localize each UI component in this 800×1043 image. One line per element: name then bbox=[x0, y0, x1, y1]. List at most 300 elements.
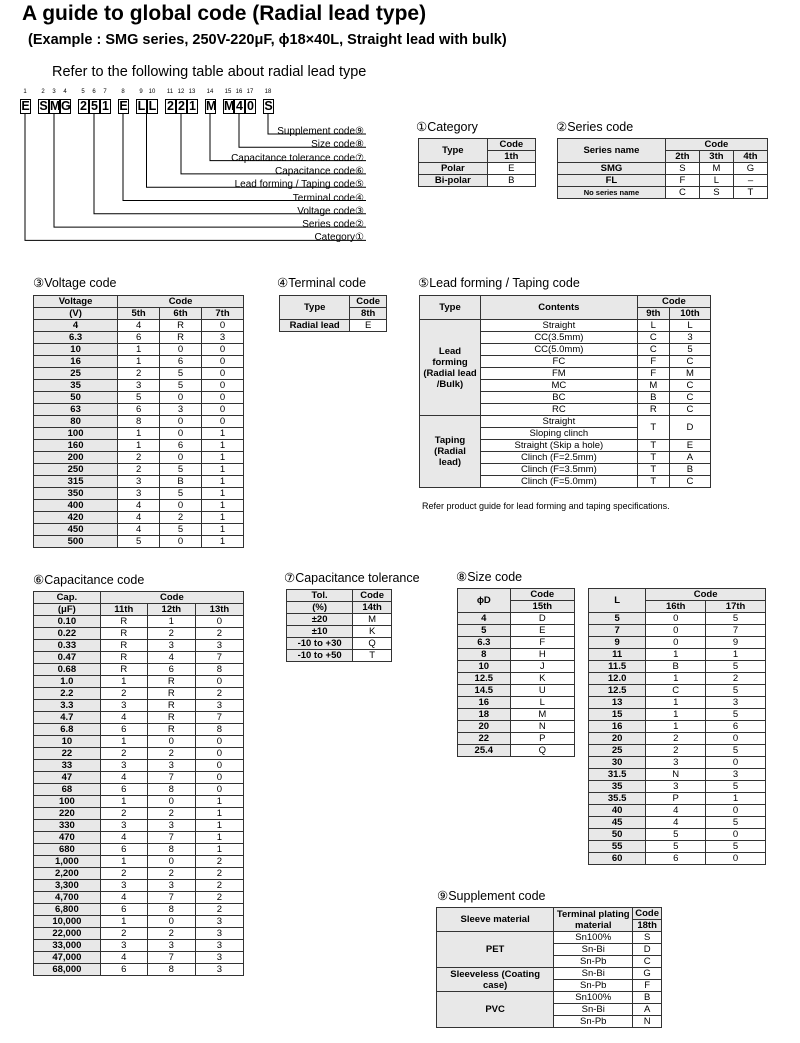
table-row bbox=[558, 163, 768, 175]
table-cell: 3 bbox=[118, 380, 160, 392]
table-cell: 450 bbox=[34, 524, 118, 536]
table-cell: 1 bbox=[202, 524, 244, 536]
table-cell: 680 bbox=[34, 844, 101, 856]
table-cell: 12.5 bbox=[458, 673, 511, 685]
table-cell: K bbox=[510, 673, 574, 685]
table-cell: Q bbox=[510, 745, 574, 757]
table-cell: 2 bbox=[118, 368, 160, 380]
table-row bbox=[34, 628, 244, 640]
table-cell: FM bbox=[481, 368, 638, 380]
code-position: 4 bbox=[63, 89, 67, 95]
table-cell: 8 bbox=[458, 649, 511, 661]
table-cell: 2 bbox=[195, 892, 243, 904]
table-row bbox=[34, 640, 244, 652]
table-cell: Radial lead bbox=[280, 320, 350, 332]
table-cell: 1 bbox=[646, 673, 706, 685]
table-cell: 16 bbox=[458, 697, 511, 709]
table-row bbox=[34, 952, 244, 964]
table-cell: B bbox=[669, 464, 710, 476]
table-cell: 2 bbox=[706, 673, 766, 685]
table-cell: 0 bbox=[195, 616, 243, 628]
table-cell: 8 bbox=[147, 904, 195, 916]
table-row bbox=[34, 724, 244, 736]
code-position: 12 bbox=[177, 89, 185, 95]
table-cell: 3 bbox=[100, 820, 147, 832]
table-cell: 3 bbox=[118, 476, 160, 488]
table-cell: P bbox=[510, 733, 574, 745]
table-cell: 0 bbox=[202, 368, 244, 380]
series-table: Series name Code 2th 3th 4th SMG S M G FL F L – No series name C S T bbox=[557, 138, 768, 199]
table-row bbox=[34, 464, 244, 476]
table-row bbox=[458, 661, 575, 673]
table-cell: 6 bbox=[118, 404, 160, 416]
table-row bbox=[34, 416, 244, 428]
table-cell: 1 bbox=[100, 676, 147, 688]
voltage-heading: ③Voltage code bbox=[33, 276, 117, 290]
table-cell: Sleeveless (Coating case) bbox=[437, 968, 554, 992]
table-cell: B bbox=[487, 175, 535, 187]
table-cell: 10 bbox=[458, 661, 511, 673]
series-heading: ②Series code bbox=[556, 120, 634, 134]
table-cell: 1 bbox=[147, 616, 195, 628]
table-cell: 1 bbox=[646, 697, 706, 709]
table-cell: 20 bbox=[589, 733, 646, 745]
table-cell: R bbox=[100, 652, 147, 664]
table-cell: BC bbox=[481, 392, 638, 404]
code-char: 1 bbox=[187, 99, 198, 114]
code-position: 6 bbox=[92, 89, 96, 95]
table-cell: 0 bbox=[160, 452, 202, 464]
table-row bbox=[458, 685, 575, 697]
table-row bbox=[34, 760, 244, 772]
table-cell: 1 bbox=[646, 649, 706, 661]
table-cell: R bbox=[147, 688, 195, 700]
table-row bbox=[437, 968, 662, 980]
voltage-table: Voltage Code (V) 5th 6th 7th 4 4 R 0 6.3 6 R 3 10 1 0 0 16 1 6 0 25 2 5 0 35 3 5 0 50 5 0 0 63 6 3 0 80 8 0 0 100 1 0 1 160 1 6 1 200 2 0 1 250 2 5 1 315 3 B 1 350 3 5 1 400 4 0 1 420 4 2 1 450 4 5 1 500 5 0 1 bbox=[33, 295, 244, 548]
table-cell: 7 bbox=[147, 772, 195, 784]
table-cell: 0 bbox=[160, 416, 202, 428]
table-cell: T bbox=[637, 452, 669, 464]
table-cell: 3 bbox=[706, 769, 766, 781]
table-cell: Sn-Bi bbox=[554, 968, 633, 980]
table-row bbox=[589, 853, 766, 865]
table-cell: 4 bbox=[118, 320, 160, 332]
code-label: Category① bbox=[314, 232, 364, 244]
table-cell: 4 bbox=[458, 613, 511, 625]
table-cell: 3 bbox=[147, 880, 195, 892]
table-cell: 1 bbox=[195, 832, 243, 844]
table-cell: 0 bbox=[646, 625, 706, 637]
table-cell: 3 bbox=[195, 700, 243, 712]
table-cell: 100 bbox=[34, 796, 101, 808]
table-cell: C bbox=[633, 956, 662, 968]
table-row bbox=[34, 380, 244, 392]
table-row bbox=[34, 344, 244, 356]
table-row bbox=[34, 796, 244, 808]
table-cell: 420 bbox=[34, 512, 118, 524]
table-row bbox=[34, 452, 244, 464]
table-cell: 5 bbox=[706, 745, 766, 757]
table-cell: 6.8 bbox=[34, 724, 101, 736]
table-cell: N bbox=[510, 721, 574, 733]
table-cell: R bbox=[100, 640, 147, 652]
table-cell: 2 bbox=[118, 452, 160, 464]
table-cell: 0 bbox=[195, 784, 243, 796]
table-cell: 1.0 bbox=[34, 676, 101, 688]
table-cell: 4 bbox=[118, 524, 160, 536]
table-cell: K bbox=[353, 626, 392, 638]
table-cell: 4 bbox=[100, 952, 147, 964]
table-row bbox=[34, 964, 244, 976]
code-label: Lead forming / Taping code⑤ bbox=[234, 179, 364, 191]
table-cell: Q bbox=[353, 638, 392, 650]
table-cell: M bbox=[699, 163, 733, 175]
table-row bbox=[589, 745, 766, 757]
table-row bbox=[458, 649, 575, 661]
table-cell: 6 bbox=[706, 721, 766, 733]
terminal-table: Type Code 8th Radial lead E bbox=[279, 295, 387, 332]
table-cell: 0 bbox=[202, 320, 244, 332]
table-cell: 14.5 bbox=[458, 685, 511, 697]
table-cell: 11.5 bbox=[589, 661, 646, 673]
table-cell: 0 bbox=[646, 613, 706, 625]
table-row bbox=[589, 757, 766, 769]
table-cell: 2 bbox=[100, 868, 147, 880]
table-cell: 0 bbox=[195, 748, 243, 760]
code-label: Supplement code⑨ bbox=[277, 126, 364, 137]
table-cell: 6,800 bbox=[34, 904, 101, 916]
table-cell: 5 bbox=[706, 841, 766, 853]
table-cell: 3 bbox=[147, 940, 195, 952]
page-subtitle: (Example : SMG series, 250V-220μF, ϕ18×40L, Straight lead with bulk) bbox=[28, 32, 507, 48]
code-position: 3 bbox=[52, 89, 56, 95]
table-cell: 4 bbox=[100, 712, 147, 724]
table-cell: 0 bbox=[706, 853, 766, 865]
table-row bbox=[34, 880, 244, 892]
table-cell: 2 bbox=[147, 808, 195, 820]
table-row bbox=[34, 652, 244, 664]
code-label: Capacitance code⑥ bbox=[274, 165, 364, 177]
table-cell: 68,000 bbox=[34, 964, 101, 976]
table-cell: 0 bbox=[195, 736, 243, 748]
table-row bbox=[458, 613, 575, 625]
table-cell: 2 bbox=[195, 688, 243, 700]
table-cell: 3 bbox=[160, 404, 202, 416]
capacitance-table: Cap. Code (μF) 11th 12th 13th 0.10 R 1 0 0.22 R 2 2 0.33 R 3 3 0.47 R 4 7 0.68 R 6 8 1.0 1 R 0 2.2 2 R 2 3.3 3 R 3 4.7 4 R 7 6.8 6 R 8 10 1 0 0 22 2 2 0 33 3 3 0 47 4 7 0 68 6 8 0 100 1 0 1 220 2 2 1 330 3 3 1 470 4 7 1 680 6 8 1 1,000 1 0 2 2,200 2 2 2 3,300 3 3 2 4,700 4 7 2 6,800 6 8 2 10,000 1 0 3 22,000 2 2 3 33,000 3 3 3 47,000 4 7 3 68,000 6 8 3 bbox=[33, 591, 244, 976]
table-row bbox=[34, 820, 244, 832]
table-cell: 5 bbox=[118, 392, 160, 404]
table-cell: 9 bbox=[589, 637, 646, 649]
table-cell: 0 bbox=[202, 404, 244, 416]
table-row bbox=[34, 524, 244, 536]
table-cell: 0 bbox=[646, 637, 706, 649]
code-char: E bbox=[119, 99, 128, 113]
table-cell: 63 bbox=[34, 404, 118, 416]
table-row bbox=[589, 817, 766, 829]
table-cell: 2 bbox=[195, 856, 243, 868]
table-row bbox=[34, 428, 244, 440]
code-char: 2 bbox=[176, 99, 187, 114]
table-cell: C bbox=[665, 187, 699, 199]
table-row bbox=[34, 856, 244, 868]
table-cell: 20 bbox=[458, 721, 511, 733]
code-char: M bbox=[224, 99, 235, 113]
table-cell: 1 bbox=[202, 512, 244, 524]
table-cell: B bbox=[160, 476, 202, 488]
table-cell: 10 bbox=[34, 344, 118, 356]
table-cell: 8 bbox=[147, 784, 195, 796]
table-cell: 0.47 bbox=[34, 652, 101, 664]
table-cell: 2 bbox=[160, 512, 202, 524]
table-cell: 16 bbox=[589, 721, 646, 733]
table-row bbox=[458, 745, 575, 757]
table-row bbox=[34, 320, 244, 332]
table-cell: 6 bbox=[100, 844, 147, 856]
table-row bbox=[34, 676, 244, 688]
table-cell: Sn-Bi bbox=[554, 944, 633, 956]
table-cell: 330 bbox=[34, 820, 101, 832]
table-cell: 3 bbox=[195, 916, 243, 928]
code-char: M bbox=[206, 99, 217, 113]
table-cell: 6 bbox=[147, 664, 195, 676]
table-row bbox=[589, 721, 766, 733]
table-cell: B bbox=[637, 392, 669, 404]
code-position: 9 bbox=[139, 89, 143, 95]
table-cell: 2.2 bbox=[34, 688, 101, 700]
table-cell: 3 bbox=[195, 940, 243, 952]
code-label: Series code② bbox=[302, 219, 364, 231]
table-row bbox=[287, 614, 392, 626]
table-row bbox=[558, 187, 768, 199]
table-cell: 10,000 bbox=[34, 916, 101, 928]
table-cell: 12.5 bbox=[589, 685, 646, 697]
table-cell: No series name bbox=[558, 187, 666, 199]
table-row bbox=[458, 721, 575, 733]
table-row bbox=[34, 664, 244, 676]
table-cell: 1 bbox=[195, 820, 243, 832]
table-cell: 1 bbox=[202, 476, 244, 488]
table-row bbox=[419, 175, 536, 187]
table-cell: E bbox=[350, 320, 387, 332]
table-cell: Sn-Pb bbox=[554, 980, 633, 992]
table-cell: 18 bbox=[458, 709, 511, 721]
table-cell: Sn-Bi bbox=[554, 1004, 633, 1016]
table-cell: 4 bbox=[100, 772, 147, 784]
table-cell: C bbox=[669, 380, 710, 392]
code-char: 4 bbox=[234, 99, 245, 114]
code-char: L bbox=[148, 99, 157, 113]
table-cell: 33 bbox=[34, 760, 101, 772]
code-label: Voltage code③ bbox=[297, 205, 364, 217]
table-cell: 6 bbox=[160, 356, 202, 368]
table-cell: 33,000 bbox=[34, 940, 101, 952]
table-cell: – bbox=[733, 175, 767, 187]
table-cell: 7 bbox=[147, 952, 195, 964]
table-cell: Taping (Radial lead) bbox=[420, 416, 481, 488]
code-char: E bbox=[21, 99, 30, 113]
table-cell: L bbox=[669, 320, 710, 332]
code-char: 5 bbox=[89, 99, 100, 114]
table-cell: 7 bbox=[147, 832, 195, 844]
table-row bbox=[34, 512, 244, 524]
table-cell: 5 bbox=[589, 613, 646, 625]
table-cell: M bbox=[669, 368, 710, 380]
table-cell: F bbox=[637, 368, 669, 380]
table-cell: Clinch (F=5.0mm) bbox=[481, 476, 638, 488]
code-position: 18 bbox=[264, 89, 272, 95]
table-cell: 3 bbox=[669, 332, 710, 344]
table-cell: Clinch (F=2.5mm) bbox=[481, 452, 638, 464]
size-length-table: L Code 16th 17th 5 0 5 7 0 7 9 0 9 11 1 1 11.5 B 5 12.0 1 2 12.5 C 5 13 1 3 15 1 5 16 1 6 20 2 0 25 2 5 30 3 0 31.5 N 3 35 3 5 35.5 P 1 40 4 0 45 4 5 50 5 0 55 5 5 60 6 0 bbox=[588, 588, 766, 865]
table-cell: 2,200 bbox=[34, 868, 101, 880]
table-cell: 3 bbox=[147, 760, 195, 772]
code-position: 1 bbox=[23, 89, 27, 95]
table-cell: T bbox=[637, 464, 669, 476]
table-cell: 2 bbox=[147, 748, 195, 760]
table-cell: 4.7 bbox=[34, 712, 101, 724]
table-cell: 7 bbox=[589, 625, 646, 637]
table-row bbox=[437, 932, 662, 944]
table-cell: M bbox=[637, 380, 669, 392]
table-row bbox=[34, 500, 244, 512]
table-cell: 35 bbox=[34, 380, 118, 392]
table-row bbox=[287, 638, 392, 650]
table-row bbox=[419, 163, 536, 175]
table-cell: SMG bbox=[558, 163, 666, 175]
table-row bbox=[34, 368, 244, 380]
table-cell: T bbox=[353, 650, 392, 662]
table-cell: Bi-polar bbox=[419, 175, 488, 187]
table-cell: P bbox=[646, 793, 706, 805]
table-cell: 4 bbox=[100, 832, 147, 844]
table-cell: L bbox=[510, 697, 574, 709]
table-cell: 1 bbox=[202, 536, 244, 548]
table-cell: PET bbox=[437, 932, 554, 968]
table-cell: 31.5 bbox=[589, 769, 646, 781]
table-cell: 0.22 bbox=[34, 628, 101, 640]
table-cell: 8 bbox=[118, 416, 160, 428]
table-cell: 2 bbox=[100, 688, 147, 700]
table-cell: 1 bbox=[100, 736, 147, 748]
table-cell: 1 bbox=[100, 856, 147, 868]
table-cell: 2 bbox=[195, 904, 243, 916]
table-cell: R bbox=[160, 320, 202, 332]
table-cell: 500 bbox=[34, 536, 118, 548]
table-cell: 3 bbox=[100, 880, 147, 892]
table-row bbox=[34, 928, 244, 940]
table-row bbox=[458, 625, 575, 637]
table-cell: 5 bbox=[646, 841, 706, 853]
table-row bbox=[34, 332, 244, 344]
table-cell: CC(5.0mm) bbox=[481, 344, 638, 356]
table-cell: 6 bbox=[118, 332, 160, 344]
table-cell: 5 bbox=[706, 781, 766, 793]
code-label: Terminal code④ bbox=[292, 192, 364, 204]
table-cell: 2 bbox=[147, 928, 195, 940]
table-cell: 2 bbox=[100, 748, 147, 760]
table-cell: N bbox=[646, 769, 706, 781]
table-cell: 13 bbox=[589, 697, 646, 709]
table-cell: C bbox=[646, 685, 706, 697]
table-cell: MC bbox=[481, 380, 638, 392]
table-row bbox=[34, 916, 244, 928]
table-cell: T bbox=[637, 440, 669, 452]
table-cell: 1 bbox=[100, 916, 147, 928]
table-cell: R bbox=[160, 332, 202, 344]
table-row bbox=[34, 844, 244, 856]
table-row bbox=[589, 733, 766, 745]
table-cell: 1 bbox=[100, 796, 147, 808]
table-cell: 2 bbox=[118, 464, 160, 476]
table-cell: 4 bbox=[646, 817, 706, 829]
table-cell: C bbox=[669, 356, 710, 368]
table-cell: 5 bbox=[160, 488, 202, 500]
table-cell: 5 bbox=[458, 625, 511, 637]
table-cell: 350 bbox=[34, 488, 118, 500]
table-cell: 1 bbox=[706, 649, 766, 661]
table-cell: 35.5 bbox=[589, 793, 646, 805]
tolerance-table: Tol. Code (%) 14th ±20 M ±10 K -10 to +30 Q -10 to +50 T bbox=[286, 589, 392, 662]
table-cell: T bbox=[637, 416, 669, 440]
table-cell: 3,300 bbox=[34, 880, 101, 892]
table-cell: 8 bbox=[195, 724, 243, 736]
table-row bbox=[589, 781, 766, 793]
table-cell: 3 bbox=[195, 928, 243, 940]
lead-heading: ⑤Lead forming / Taping code bbox=[418, 276, 580, 290]
table-row bbox=[589, 697, 766, 709]
code-char: S bbox=[39, 99, 48, 113]
table-cell: Sn-Pb bbox=[554, 1016, 633, 1028]
table-row bbox=[34, 688, 244, 700]
table-cell: 3 bbox=[706, 697, 766, 709]
table-cell: 55 bbox=[589, 841, 646, 853]
table-cell: 1 bbox=[202, 440, 244, 452]
table-cell: 22 bbox=[34, 748, 101, 760]
table-cell: 3 bbox=[646, 781, 706, 793]
table-cell: T bbox=[733, 187, 767, 199]
table-cell: 50 bbox=[589, 829, 646, 841]
code-position: 15 bbox=[224, 89, 232, 95]
table-cell: 0.68 bbox=[34, 664, 101, 676]
table-row bbox=[589, 685, 766, 697]
table-cell: 16 bbox=[34, 356, 118, 368]
table-row bbox=[34, 404, 244, 416]
table-cell: 25 bbox=[589, 745, 646, 757]
table-row bbox=[287, 626, 392, 638]
table-cell: 2 bbox=[100, 808, 147, 820]
table-cell: 0 bbox=[160, 500, 202, 512]
code-position: 10 bbox=[148, 89, 156, 95]
table-cell: 25 bbox=[34, 368, 118, 380]
table-cell: 7 bbox=[195, 712, 243, 724]
table-cell: 0 bbox=[147, 916, 195, 928]
table-cell: 6 bbox=[100, 724, 147, 736]
table-cell: 47 bbox=[34, 772, 101, 784]
table-cell: Sn-Pb bbox=[554, 956, 633, 968]
table-row bbox=[34, 616, 244, 628]
table-cell: 1 bbox=[202, 500, 244, 512]
table-cell: 5 bbox=[706, 817, 766, 829]
table-cell: 6.3 bbox=[34, 332, 118, 344]
table-cell: 0 bbox=[202, 356, 244, 368]
table-cell: 2 bbox=[195, 628, 243, 640]
table-cell: 4 bbox=[34, 320, 118, 332]
table-cell: 200 bbox=[34, 452, 118, 464]
table-cell: 5 bbox=[646, 829, 706, 841]
table-cell: 3 bbox=[195, 964, 243, 976]
size-heading: ⑧Size code bbox=[456, 570, 523, 584]
table-row bbox=[34, 832, 244, 844]
